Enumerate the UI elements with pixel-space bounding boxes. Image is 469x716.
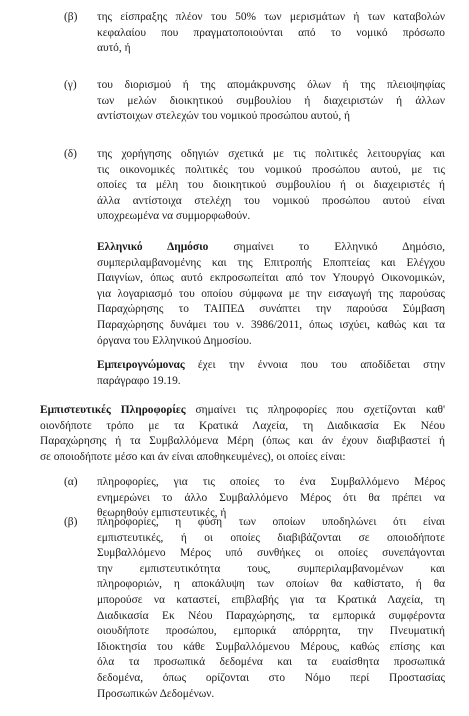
text-line: αντίστοιχων στελεχών του νομικού προσώπου αυτού, ή (97, 110, 350, 123)
text-line: των μελών διοικητικού συμβουλίου ή διαχειριστών ή άλλων (97, 94, 445, 107)
text-line: υποχρεωμένα να συμμορφωθούν. (97, 210, 251, 223)
text-line: της είσπραξης πλέον του 50% των μερισμάτων ή των καταβολών (97, 11, 445, 23)
text-line (40, 403, 445, 419)
list-item-text (97, 10, 445, 57)
text-line: Παραχώρησης ή τα Συμβαλλόμενα Μέρη (όπως και άν έχουν διαβιβαστεί ή (40, 435, 445, 448)
definition-text: σημαίνει το Ελληνικό Δημόσιο, (208, 241, 445, 253)
text-line: Συμβαλλόμενο Μέρος υπό συνθήκες οι οποίες συνεπάγονται (97, 547, 445, 560)
defined-term: Ελληνικό Δημόσιο (97, 241, 209, 253)
definition-text: έχει την έννοια που του αποδίδεται στην (184, 359, 445, 371)
text-line: δεδομένα, όπως ορίζονται στο Νόμο περί Προστασίας (97, 671, 445, 684)
list-item-label: (γ) (64, 79, 77, 91)
text-line: οιονδήποτε τρόπο με τα Κρατικά Λαχεία, τη Διαδικασία Εκ Νέου (40, 419, 445, 432)
text-line: Παιγνίων, όπως αυτό εκπροσωπείται από τον Υπουργό Οικονομικών, (97, 272, 445, 285)
text-line: την εμπιστευτικότητα τους, συμπεριλαμβανομένων και (97, 562, 445, 575)
list-item-label: (α) (64, 476, 78, 488)
defined-term: Εμπειρογνώμονας (97, 359, 185, 371)
text-line: εμπιστευτικές, ή οι οποίες διαβιβάζονται σε οποιοδήποτε (97, 531, 445, 544)
text-line: μπορούσε να καταστεί, επιβλαβής για τα Κρατικά Λαχεία, τη (97, 593, 445, 606)
text-line: αυτό, ή (97, 42, 131, 55)
text-line: όλα τα προσωπικά δεδομένα και τα ευαίσθητα προσωπικά (97, 656, 445, 669)
text-line: τις οικονομικές πολιτικές του νομικού προσώπου αυτού, με τις (97, 163, 445, 176)
list-item-text (97, 147, 445, 225)
text-line: συμπεριλαμβανομένης και της Επιτροπής Εποπτείας και Ελέγχου (97, 256, 445, 269)
text-line: Διαδικασία Εκ Νέου Παραχώρησης, τα εμπορικά συμφέροντα (97, 609, 445, 622)
text-line: της χορήγησης οδηγιών σχετικά με τις πολιτικές λειτουργίας και (97, 148, 445, 160)
text-line: Προσωπικών Δεδομένων. (97, 687, 215, 700)
definition-expert (97, 358, 445, 389)
text-line: για λογαριασμό του οποίου σύμφωνα με την εισαγωγή της παρούσας (97, 287, 445, 300)
list-item-text (97, 515, 445, 702)
text-line: πληροφορίες, για τις οποίες το ένα Συμβαλλόμενο Μέρος (97, 476, 445, 488)
list-item-label: (δ) (64, 148, 77, 160)
text-line: ενημερώνει το άλλο Συμβαλλόμενο Μέρος ότι θα πρέπει να (97, 491, 445, 504)
text-line: Ιδιοκτησία του κάθε Συμβαλλόμενου Μέρους, καθώς επίσης και (97, 640, 445, 653)
text-line: όργανα του Ελληνικού Δημοσίου. (97, 334, 252, 347)
text-line: παράγραφο 19.19. (97, 374, 181, 387)
text-line: οποίες τα μέλη του διοικητικού συμβουλίου ή οι διαχειριστές ή (97, 179, 445, 192)
text-line: σε οποιοδήποτε μέσο και άν είναι αποθηκευμένες), οι οποίες είναι: (40, 450, 346, 463)
text-line: κεφαλαίου που πραγματοποιούνται από το νομικό πρόσωπο (97, 26, 445, 39)
definition-confidential-information (40, 403, 445, 465)
list-item-label: (β) (64, 11, 78, 23)
text-line: Παραχώρησης δυνάμει του ν. 3986/2011, όπως ισχύει, καθώς και τα (97, 318, 445, 331)
text-line: πληροφοριών, η αποκάλυψη των οποίων θα καθίστατο, ή θα (97, 578, 445, 591)
text-line: πληροφορίες, η φύση των οποίων υποδηλώνει ότι είναι (97, 516, 445, 528)
list-item-label: (β) (64, 516, 78, 528)
defined-term: Εμπιστευτικές Πληροφορίες (40, 404, 186, 416)
text-line: οιουδήποτε προσώπου, εμπορικά απόρρητα, την Πνευματική (97, 625, 445, 638)
list-item-text (97, 78, 445, 125)
definition-text: σημαίνει τις πληροφορίες που σχετίζονται καθ' (185, 404, 445, 416)
text-line (97, 240, 445, 256)
text-line (97, 358, 445, 374)
text-line: άλλα αντίστοιχα στελέχη του νομικού προσώπου αυτού είναι (97, 194, 445, 207)
definition-public-sector (97, 240, 445, 349)
text-line: Παραχώρησης το ΤΑΙΠΕΔ συνάπτει την παρούσα Σύμβαση (97, 303, 445, 316)
text-line: του διορισμού ή της απομάκρυνσης όλων ή της πλειοψηφίας (97, 79, 445, 91)
text-line: θεωρηθούν εμπιστευτικές, ή (97, 507, 227, 520)
